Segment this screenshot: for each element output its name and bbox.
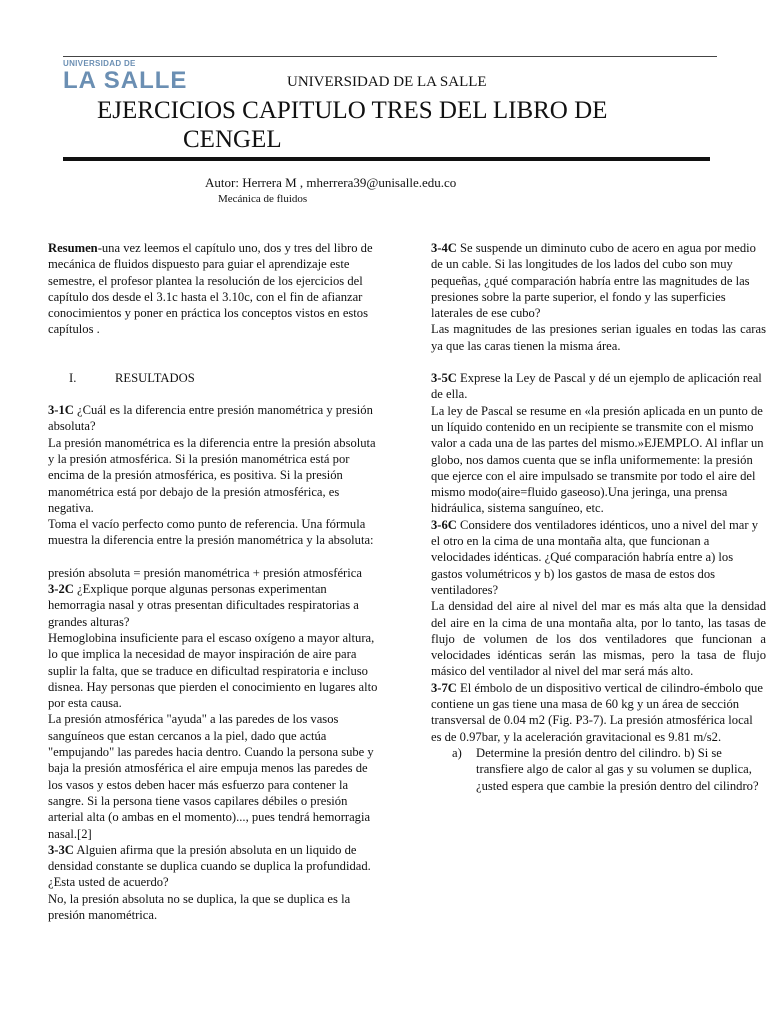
spacer <box>48 354 381 370</box>
question-label: 3-6C <box>431 517 457 532</box>
question-label: 3-5C <box>431 371 457 386</box>
list-item <box>431 745 766 794</box>
answer-paragraph: Hemoglobina insuficiente para el escaso oxígeno a mayor altura, lo que implica la necesidad de mayor inspiración de aire para suplir la falta, que se traduce en dificultad respiratoria e incluso disnea. Hay personas que pierden el conocimiento en lugares alto por esta causa. <box>48 630 378 711</box>
question-label: 3-4C <box>431 241 457 255</box>
question-label: 3-1C <box>48 403 74 418</box>
university-logo <box>63 59 193 94</box>
spacer <box>48 338 381 354</box>
abstract-label: Resumen <box>48 241 98 255</box>
university-name: UNIVERSIDAD DE LA SALLE <box>287 74 487 90</box>
answer-paragraph: La presión manométrica es la diferencia entre la presión absoluta y la presión atmosférica. Si la presión manométrica está por encima de la presión atmosférica, es positiva. Si la presión manométrica está por debajo de la presión atmosférica, es negativa. <box>48 435 376 515</box>
question-3-4c <box>431 240 766 321</box>
title-line-2: CENGEL <box>183 126 282 153</box>
question-text: ¿Cuál es la diferencia entre presión manométrica y presión absoluta? <box>48 403 373 434</box>
question-text: Exprese la Ley de Pascal y dé un ejemplo de aplicación real de ella. <box>431 371 762 402</box>
answer-paragraph: La presión atmosférica "ayuda" a las paredes de los vasos sanguíneos que estan cercanos a la piel, dado que actúa "empujando" las paredes hacia dentro. Cuando la persona sube y baja la presión atmosférica el aire empuja menos las paredes de los vasos y estos deben hacer más esfuerzo para contener la sangre. Si la persona tiene vasos capilares débiles o presión arterial alta (o ambas en el momento)..., pues tendrá hemorragia nasal.[2] <box>48 712 374 841</box>
question-3-5c <box>431 370 766 403</box>
formula: presión absoluta = presión manométrica + presión atmosférica <box>48 565 362 580</box>
logo-big-text: LA SALLE <box>63 67 188 94</box>
left-column <box>48 240 381 923</box>
question-3-6c <box>431 517 766 598</box>
question-3-7c <box>431 680 766 745</box>
answer-paragraph: No, la presión absoluta no se duplica, la que se duplica es la presión manométrica. <box>48 891 351 922</box>
question-text: ¿Explique porque algunas personas experimentan hemorragia nasal y otras presentan dificultades respiratorias a grandes alturas? <box>48 582 359 629</box>
section-heading <box>48 370 381 386</box>
question-label: 3-2C <box>48 582 74 597</box>
answer-paragraph: La densidad del aire al nivel del mar es más alta que la densidad del aire en la cima de una montaña alta, por lo tanto, las tasas de flujo de volumen de los dos ventiladores que funcionan a velocidades idénticas serán las mismas, pero la tasa de flujo másico del ventilador al nivel del mar será más alto. <box>431 599 766 679</box>
question-text: Considere dos ventiladores idénticos, uno a nivel del mar y el otro en la cima de una montaña alta, que funcionan a velocidades idénticas. ¿Qué comparación habría entre a) los gastos volumétricos y b) los gastos de masa de estos dos ventiladores? <box>431 517 759 597</box>
spacer <box>431 354 766 370</box>
abstract <box>48 240 381 338</box>
top-divider <box>63 56 717 57</box>
question-label: 3-3C <box>48 842 74 857</box>
right-column <box>431 240 766 794</box>
title-line-1: EJERCICIOS CAPITULO TRES DEL LIBRO DE <box>97 97 608 124</box>
section-number: I. <box>69 370 77 385</box>
question-3-3c <box>48 842 381 891</box>
logo-small-text: UNIVERSIDAD DE <box>63 59 136 68</box>
author-line: Autor: Herrera M , mherrera39@unisalle.edu.co <box>205 175 457 190</box>
question-3-1c <box>48 402 381 435</box>
question-text: El émbolo de un dispositivo vertical de cilindro-émbolo que contiene un gas tiene una masa de 60 kg y un área de sección transversal de 0.04 m2 (Fig. P3-7). La presión atmosférica local es de 0.97bar, y la aceleración gravitacional es 9.81 m/s2. <box>431 680 763 744</box>
answer-paragraph: Las magnitudes de las presiones serian iguales en todas las caras ya que las caras tienen la misma área. <box>431 322 766 353</box>
abstract-text: -una vez leemos el capítulo uno, dos y tres del libro de mecánica de fluidos dispuesto para guiar el aprendizaje este semestre, el profesor plantea la resolución de los ejercicios del capítulo dos desde el 3.1c hasta el 3.10c, con el fin de afianzar conocimientos y poner en práctica los conceptos vistos en estos capítulos . <box>48 241 373 337</box>
subject-line: Mecánica de fluidos <box>218 193 308 205</box>
section-title: RESULTADOS <box>115 370 195 385</box>
question-label: 3-7C <box>431 680 457 695</box>
question-text: Alguien afirma que la presión absoluta en un liquido de densidad constante se duplica cuando se duplica la profundidad. ¿Esta usted de acuerdo? <box>48 842 371 890</box>
question-3-2c <box>48 581 381 630</box>
spacer <box>48 549 381 565</box>
document-title <box>97 96 637 154</box>
title-divider <box>63 157 710 161</box>
answer-paragraph: La ley de Pascal se resume en «la presión aplicada en un punto de un líquido contenido en un recipiente se transmite con el mismo valor a cada una de las partes del mismo.»EJEMPLO. Al inflar un globo, nos damos cuenta que se infla uniformemente: la presión que ejerce con el aire impulsado se transmite por todo el aire del mismo modo(aire=fluido gaseoso).Una jeringa, una prensa hidráulica, sistema sanguíneo, etc. <box>431 403 764 516</box>
list-item-text: Determine la presión dentro del cilindro. b) Si se transfiere algo de calor al gas y su volumen se duplica, ¿usted espera que cambie la presión dentro del cilindro? <box>476 745 759 793</box>
answer-paragraph: Toma el vacío perfecto como punto de referencia. Una fórmula muestra la diferencia entre la presión manométrica y la absoluta: <box>48 517 374 548</box>
spacer <box>48 386 381 402</box>
list-marker: a) <box>452 745 462 760</box>
question-text: Se suspende un diminuto cubo de acero en agua por medio de un cable. Si las longitudes de los lados del cubo son muy pequeñas, ¿qué comparación habría entre las magnitudes de las presiones sobre la parte superior, el fondo y las superficies laterales de ese cubo? <box>431 241 756 321</box>
